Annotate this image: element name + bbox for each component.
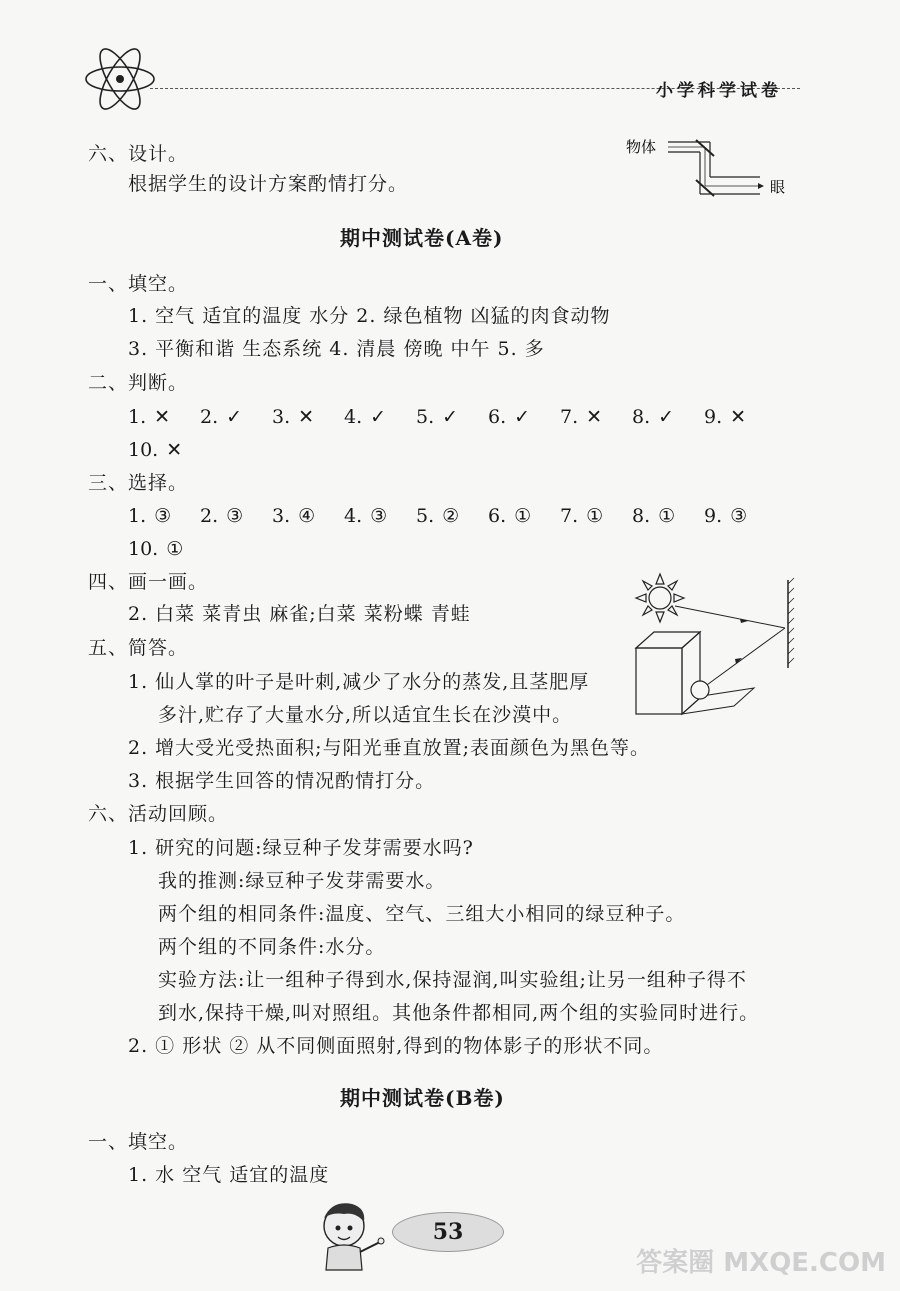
answer-item bbox=[128, 536, 200, 562]
section-a-title: 期中测试卷(A卷) bbox=[340, 226, 504, 250]
answer-item bbox=[344, 503, 416, 529]
answer-number: 9. bbox=[704, 406, 723, 428]
answer-number: 5. bbox=[416, 505, 435, 527]
answer-item bbox=[200, 503, 272, 529]
answer-mark: ✕ bbox=[166, 439, 183, 461]
box-shape bbox=[636, 632, 700, 714]
periscope-label-eye: 眼 bbox=[770, 178, 786, 196]
answer-mark: ✓ bbox=[442, 406, 459, 428]
answer-item bbox=[560, 404, 632, 430]
b-fill-line1: 1. 水 空气 适宜的温度 bbox=[128, 1164, 330, 1186]
answer-mark: ④ bbox=[298, 505, 316, 527]
a-choice-heading: 三、选择。 bbox=[88, 472, 189, 494]
a-review-l5: 实验方法:让一组种子得到水,保持湿润,叫实验组;让另一组种子得不 bbox=[158, 969, 747, 991]
answer-mark: ③ bbox=[730, 505, 748, 527]
answer-item bbox=[272, 503, 344, 529]
answer-mark: ✓ bbox=[370, 406, 387, 428]
a-short-line1b: 多汁,贮存了大量水分,所以适宜生长在沙漠中。 bbox=[158, 704, 573, 726]
answer-number: 6. bbox=[488, 406, 507, 428]
design-text: 根据学生的设计方案酌情打分。 bbox=[128, 173, 409, 195]
answer-number: 10. bbox=[128, 439, 159, 461]
answer-number: 6. bbox=[488, 505, 507, 527]
a-fill-line2: 3. 平衡和谐 生态系统 4. 清晨 傍晚 中午 5. 多 bbox=[128, 338, 545, 360]
a-review-heading: 六、活动回顾。 bbox=[88, 803, 229, 825]
b-fill-heading: 一、填空。 bbox=[88, 1131, 189, 1153]
answer-mark: ✓ bbox=[226, 406, 243, 428]
cartoon-boy-icon bbox=[312, 1196, 388, 1276]
answer-mark: ① bbox=[586, 505, 604, 527]
answer-item bbox=[632, 404, 704, 430]
answer-mark: ① bbox=[166, 538, 184, 560]
a-judge-row2 bbox=[128, 437, 200, 463]
answer-number: 7. bbox=[560, 505, 579, 527]
answer-item bbox=[632, 503, 704, 529]
a-short-heading: 五、简答。 bbox=[88, 637, 189, 659]
answer-item bbox=[488, 404, 560, 430]
book-title: 小学科学试卷 bbox=[656, 81, 782, 101]
a-review-l7: 2. ① 形状 ② 从不同侧面照射,得到的物体影子的形状不同。 bbox=[128, 1035, 664, 1057]
a-fill-heading: 一、填空。 bbox=[88, 273, 189, 295]
a-review-l3: 两个组的相同条件:温度、空气、三组大小相同的绿豆种子。 bbox=[158, 903, 686, 925]
a-short-line1: 1. 仙人掌的叶子是叶刺,减少了水分的蒸发,且茎肥厚 bbox=[128, 671, 590, 693]
a-review-l6: 到水,保持干燥,叫对照组。其他条件都相同,两个组的实验同时进行。 bbox=[158, 1002, 760, 1024]
answer-mark: ③ bbox=[370, 505, 388, 527]
answer-mark: ✕ bbox=[154, 406, 171, 428]
answer-number: 3. bbox=[272, 505, 291, 527]
a-review-l1: 1. 研究的问题:绿豆种子发芽需要水吗? bbox=[128, 837, 474, 859]
answer-number: 8. bbox=[632, 505, 651, 527]
design-heading: 六、设计。 bbox=[88, 143, 189, 165]
answer-item bbox=[416, 503, 488, 529]
answer-item bbox=[560, 503, 632, 529]
answer-item bbox=[416, 404, 488, 430]
a-choice-row2 bbox=[128, 536, 200, 562]
answer-number: 4. bbox=[344, 505, 363, 527]
a-judge-row1 bbox=[128, 404, 776, 430]
answer-item bbox=[272, 404, 344, 430]
answer-number: 4. bbox=[344, 406, 363, 428]
watermark: 答案圈 MXQE.COM bbox=[636, 1248, 886, 1278]
answer-number: 1. bbox=[128, 406, 147, 428]
answer-item bbox=[128, 503, 200, 529]
answer-number: 8. bbox=[632, 406, 651, 428]
a-draw-line1: 2. 白菜 菜青虫 麻雀;白菜 菜粉蝶 青蛙 bbox=[128, 603, 471, 625]
a-judge-heading: 二、判断。 bbox=[88, 372, 189, 394]
answer-number: 3. bbox=[272, 406, 291, 428]
answer-number: 2. bbox=[200, 505, 219, 527]
atom-logo bbox=[82, 44, 158, 114]
answer-mark: ③ bbox=[226, 505, 244, 527]
a-review-l4: 两个组的不同条件:水分。 bbox=[158, 936, 386, 958]
answer-number: 5. bbox=[416, 406, 435, 428]
a-short-line2: 2. 增大受光受热面积;与阳光垂直放置;表面颜色为黑色等。 bbox=[128, 737, 650, 759]
answer-mark: ① bbox=[514, 505, 532, 527]
answer-mark: ✓ bbox=[658, 406, 675, 428]
periscope-diagram bbox=[620, 132, 800, 207]
page-number: 53 bbox=[392, 1212, 504, 1252]
a-review-l2: 我的推测:绿豆种子发芽需要水。 bbox=[158, 870, 446, 892]
periscope-label-object: 物体 bbox=[626, 138, 657, 156]
answer-item bbox=[704, 503, 776, 529]
answer-mark: ✕ bbox=[298, 406, 315, 428]
answer-number: 9. bbox=[704, 505, 723, 527]
answer-item bbox=[704, 404, 776, 430]
answer-mark: ✕ bbox=[730, 406, 747, 428]
answer-number: 2. bbox=[200, 406, 219, 428]
answer-item bbox=[128, 437, 200, 463]
answer-mark: ✕ bbox=[586, 406, 603, 428]
answer-number: 1. bbox=[128, 505, 147, 527]
answer-item bbox=[488, 503, 560, 529]
section-b-title: 期中测试卷(B卷) bbox=[340, 1086, 505, 1110]
answer-number: 7. bbox=[560, 406, 579, 428]
answer-mark: ③ bbox=[154, 505, 172, 527]
answer-item bbox=[344, 404, 416, 430]
answer-item bbox=[128, 404, 200, 430]
a-choice-row1 bbox=[128, 503, 776, 529]
a-fill-line1: 1. 空气 适宜的温度 水分 2. 绿色植物 凶猛的肉食动物 bbox=[128, 305, 611, 327]
answer-number: 10. bbox=[128, 538, 159, 560]
a-draw-heading: 四、画一画。 bbox=[88, 571, 209, 593]
sun-reflection-diagram bbox=[630, 568, 800, 738]
sun-icon bbox=[636, 574, 684, 622]
answer-mark: ① bbox=[658, 505, 676, 527]
a-short-line3: 3. 根据学生回答的情况酌情打分。 bbox=[128, 770, 436, 792]
answer-mark: ② bbox=[442, 505, 460, 527]
answer-mark: ✓ bbox=[514, 406, 531, 428]
answer-item bbox=[200, 404, 272, 430]
